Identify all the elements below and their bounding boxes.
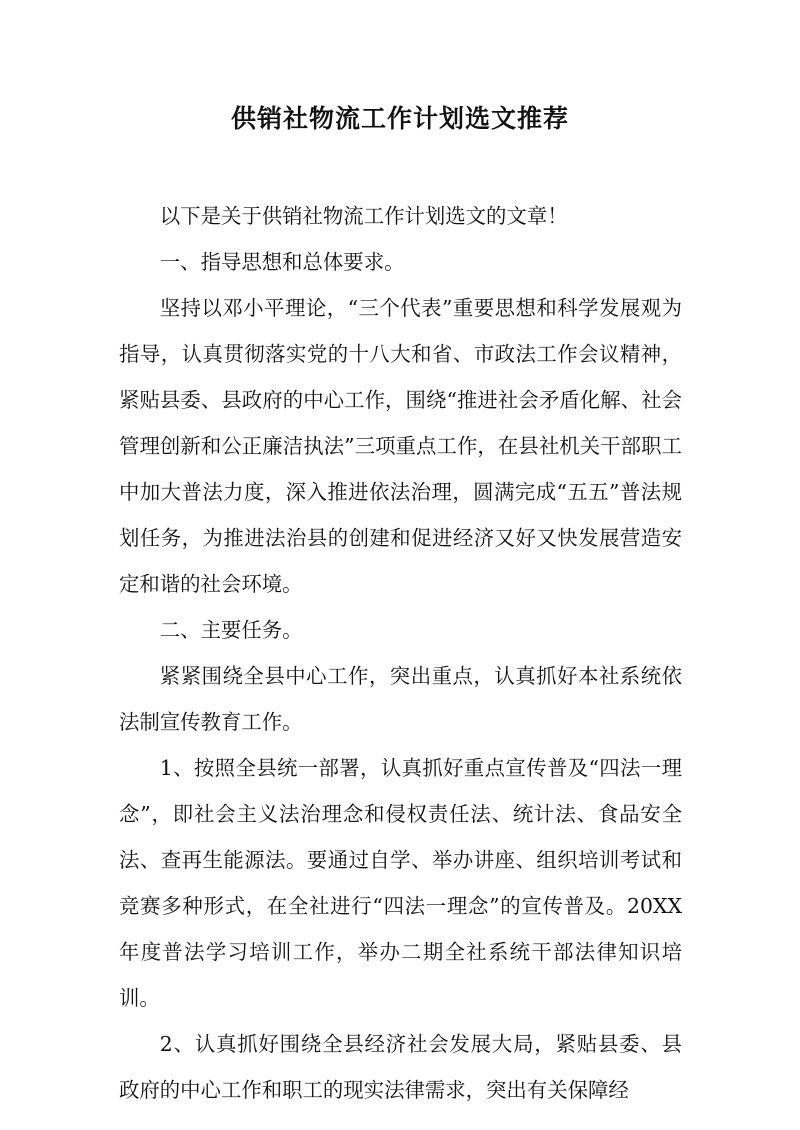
document-body [119, 193, 682, 1113]
paragraph-guiding-ideology: 坚持以邓小平理论，“三个代表”重要思想和科学发展观为指导，认真贯彻落实党的十八大和省、市政法工作会议精神，紧贴县委、县政府的中心工作，围绕“推进社会矛盾化解、社会管理创新和公正廉洁执法”三项重点工作，在县社机关干部职工中加大普法力度，深入推进依法治理，圆满完成“五五”普法规划任务，为推进法治县的创建和促进经济又好又快发展营造安定和谐的社会环境。 [119, 296, 682, 596]
paragraph-task-1: 1、按照全县统一部署，认真抓好重点宣传普及“四法一理念”，即社会主义法治理念和侵权责任法、统计法、食品安全法、查再生能源法。要通过自学、举办讲座、组织培训考试和竞赛多种形式，在全社进行“四法一理念”的宣传普及。20XX年度普法学习培训工作，举办二期全社系统干部法律知识培训。 [119, 756, 682, 1010]
paragraph-heading-guiding-ideology: 一、指导思想和总体要求。 [159, 250, 405, 274]
paragraph-intro: 以下是关于供销社物流工作计划选文的文章！ [159, 204, 568, 228]
paragraph-heading-main-tasks: 二、主要任务。 [159, 618, 303, 642]
document-title: 供销社物流工作计划选文推荐 [230, 104, 569, 133]
paragraph-main-tasks: 紧紧围绕全县中心工作，突出重点，认真抓好本社系统依法制宣传教育工作。 [119, 664, 682, 734]
paragraph-task-2: 2、认真抓好围绕全县经济社会发展大局，紧贴县委、县政府的中心工作和职工的现实法律需求，突出有关保障经 [119, 1032, 682, 1102]
